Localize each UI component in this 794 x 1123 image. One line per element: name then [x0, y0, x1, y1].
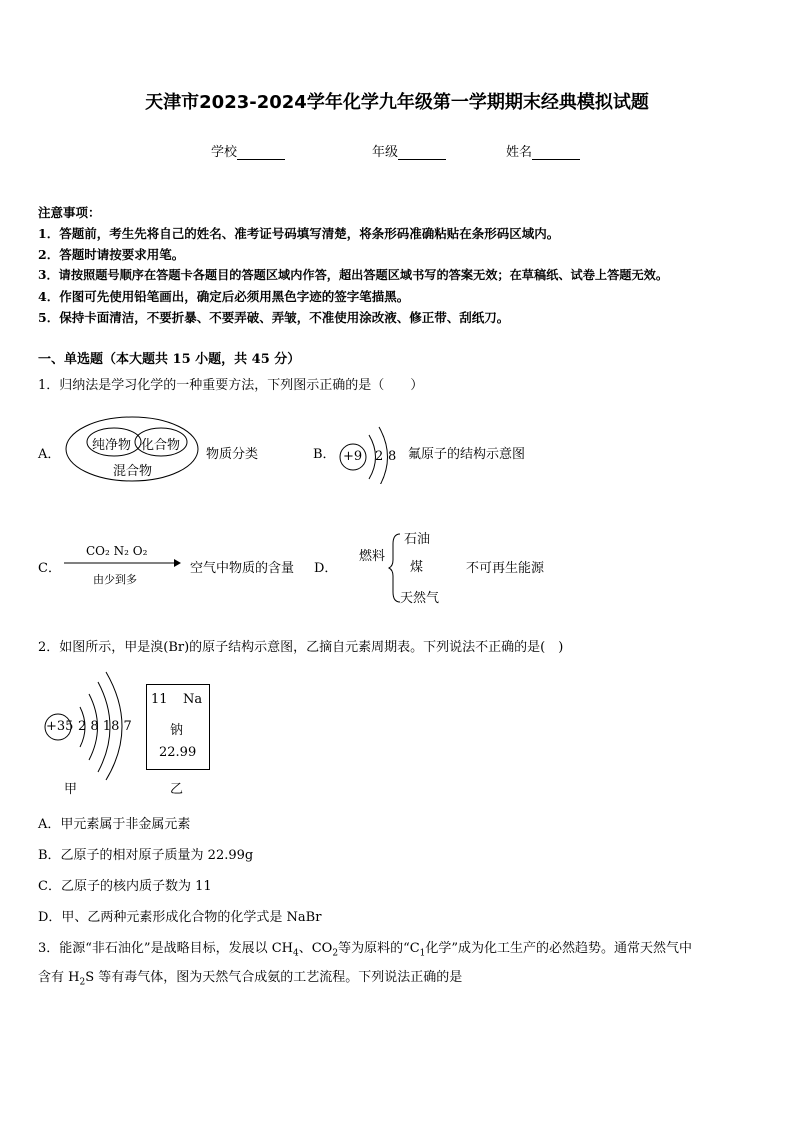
notice-heading: 注意事项：	[38, 205, 101, 220]
q2-option-b: B．乙原子的相对原子质量为 22.99g	[38, 848, 254, 863]
q1-a-inner-label-2: 化合物	[141, 438, 181, 453]
q1-b-caption: 氟原子的结构示意图	[408, 447, 526, 462]
q1-b-shell-2: 8	[388, 449, 397, 464]
notice-item: 2．答题时请按要求用笔。	[38, 247, 185, 262]
q1-d-item-petroleum: 石油	[404, 532, 431, 547]
question-2-stem: 2．如图所示，甲是溴(Br)的原子结构示意图，乙摘自元素周期表。下列说法不正确的是( )	[38, 640, 564, 655]
q1-b-shell-1: 2	[375, 449, 384, 464]
q2-yi-mass: 22.99	[159, 745, 197, 760]
question-3-stem-line-1: 3．能源“非石油化”是战略目标，发展以 $CH_4$、$CO_2$等为原料的“$C_1$化学”成为化工生产的必然趋势。通常天然气中	[38, 941, 693, 959]
q1-option-a-letter: A．	[38, 447, 61, 462]
question-1-stem: 1．归纳法是学习化学的一种重要方法，下列图示正确的是（ ）	[38, 378, 424, 393]
q1-option-d-letter: D．	[314, 561, 338, 576]
q1-a-outer-label: 混合物	[113, 464, 153, 479]
q1-d-item-gas: 天然气	[400, 591, 440, 606]
q1-b-nucleus: +9	[343, 449, 363, 464]
q2-option-c: C．乙原子的核内质子数为 11	[38, 879, 212, 894]
q2-yi-name: 钠	[170, 723, 184, 738]
q1-a-inner-label-1: 纯净物	[92, 438, 132, 453]
q2-option-a: A．甲元素属于非金属元素	[38, 817, 191, 832]
q1-c-arrow	[64, 558, 182, 568]
q1-c-gases: CO₂ N₂ O₂	[86, 544, 148, 558]
q1-option-b-letter: B．	[313, 447, 336, 462]
q2-yi-label: 乙	[170, 782, 184, 797]
q2-jia-electrons: 2 8 18 7	[78, 719, 132, 734]
section-heading: 一、单选题（本大题共 15 小题，共 45 分）	[38, 352, 301, 367]
q1-d-item-coal: 煤	[410, 560, 424, 575]
grade-field[interactable]: 年级	[372, 141, 446, 160]
q2-jia-nucleus: +35	[46, 719, 74, 734]
notice-item: 5．保持卡面清洁，不要折暴、不要弄破、弄皱，不准使用涂改液、修正带、刮纸刀。	[38, 310, 510, 325]
question-3-stem-line-2: 含有 $H_2S$ 等有毒气体，图为天然气合成氨的工艺流程。下列说法正确的是	[38, 970, 463, 988]
q1-option-c-letter: C．	[38, 561, 61, 576]
q1-d-root: 燃料	[359, 549, 386, 564]
school-field[interactable]: 学校	[211, 141, 285, 160]
q1-d-caption: 不可再生能源	[466, 561, 545, 576]
q2-jia-label: 甲	[64, 782, 78, 797]
q1-a-caption: 物质分类	[206, 447, 259, 462]
notice-item: 4．作图可先使用铅笔画出，确定后必须用黑色字迹的签字笔描黑。	[38, 289, 410, 304]
q1-c-order: 由少到多	[93, 573, 137, 586]
q2-yi-symbol: Na	[183, 692, 203, 707]
name-field[interactable]: 姓名	[506, 141, 580, 160]
notice-item: 3．请按照题号顺序在答题卡各题目的答题区域内作答，超出答题区域书写的答案无效；在草稿纸、试卷上答题无效。	[38, 268, 669, 282]
page-title: 天津市2023-2024学年化学九年级第一学期期末经典模拟试题	[145, 92, 649, 113]
q2-yi-atomic-number: 11	[151, 692, 168, 707]
notice-item: 1．答题前，考生先将自己的姓名、准考证号码填写清楚，将条形码准确粘贴在条形码区域内。	[38, 226, 560, 241]
q2-option-d: D．甲、乙两种元素形成化合物的化学式是 NaBr	[38, 910, 322, 925]
q1-c-caption: 空气中物质的含量	[190, 561, 295, 576]
